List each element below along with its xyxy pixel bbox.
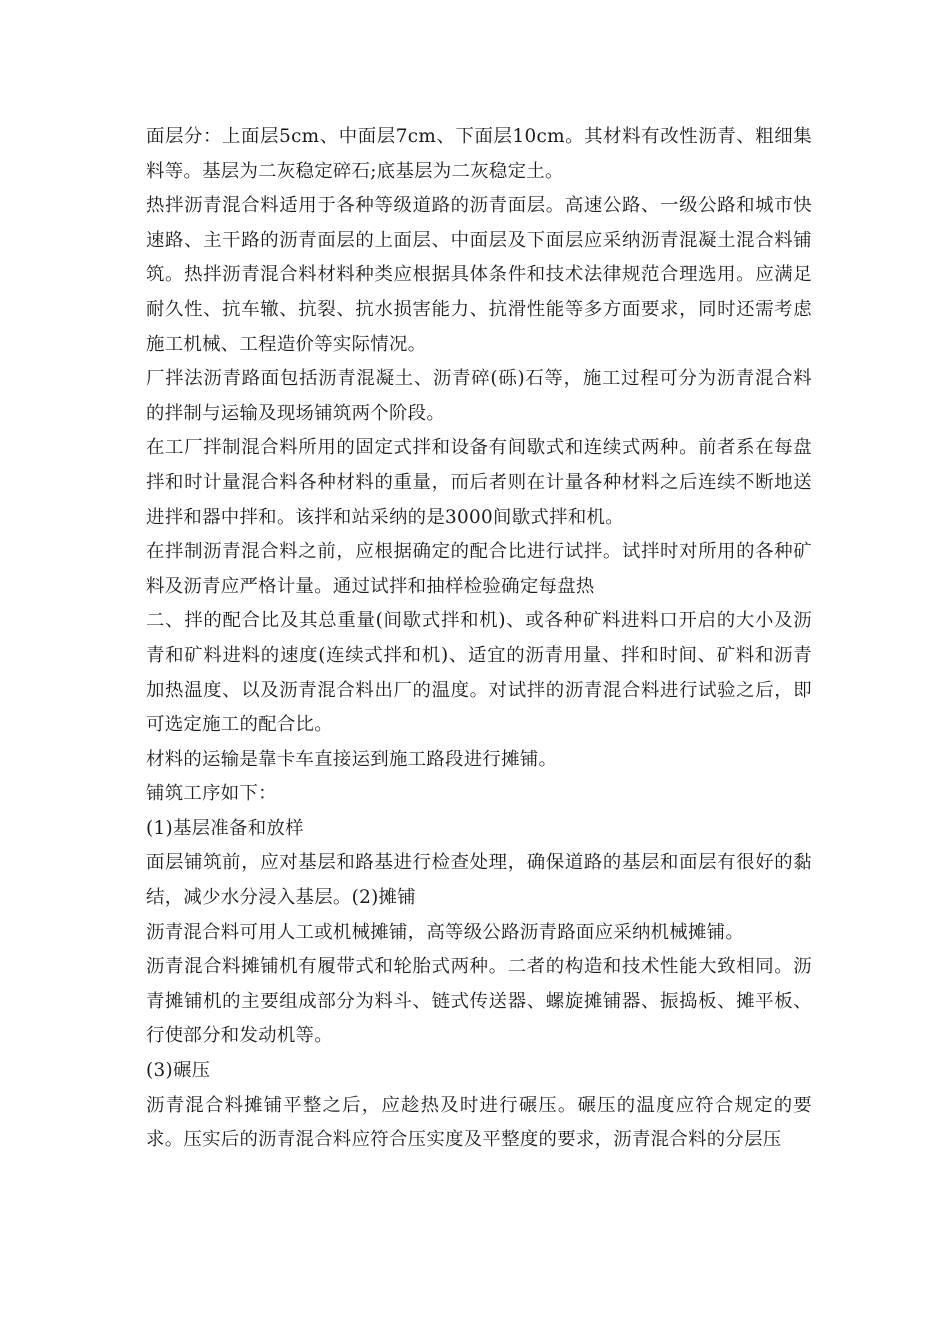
paragraph-surface-layers: 面层分：上面层5cm、中面层7cm、下面层10cm。其材料有改性沥青、粗细集料等。基层为二灰稳定碎石;底基层为二灰稳定土。	[146, 126, 812, 182]
paragraph-trial-mixing: 在拌制沥青混合料之前，应根据确定的配合比进行试拌。试拌时对所用的各种矿料及沥青应严格计量。通过试拌和抽样检验确定每盘热	[146, 541, 812, 597]
paragraph-paver-types: 沥青混合料摊铺机有履带式和轮胎式两种。二者的构造和技术性能大致相同。沥青摊铺机的主要组成部分为料斗、链式传送器、螺旋摊铺器、振捣板、摊平板、行使部分和发动机等。	[146, 956, 812, 1047]
paragraph-base-preparation: 面层铺筑前，应对基层和路基进行检查处理，确保道路的基层和面层有很好的黏结，减少水分浸入基层。(2)摊铺	[146, 852, 812, 909]
paragraph-mix-proportion: 二、拌的配合比及其总重量(间歇式拌和机)、或各种矿料进料口开启的大小及沥青和矿料进料的速度(连续式拌和机)、适宜的沥青用量、拌和时间、矿料和沥青加热温度、以及沥青混合料出厂的温度。对试拌的沥青混合料进行试验之后，即可选定施工的配合比。	[146, 610, 812, 736]
paragraph-mixing-equipment: 在工厂拌制混合料所用的固定式拌和设备有间歇式和连续式两种。前者系在每盘拌和时计量混合料各种材料的重量，而后者则在计量各种材料之后连续不断地送进拌和器中拌和。该拌和站采纳的是3000间歇式拌和机。	[146, 437, 812, 528]
paragraph-hot-mix-asphalt: 热拌沥青混合料适用于各种等级道路的沥青面层。高速公路、一级公路和城市快速路、主干路的沥青面层的上面层、中面层及下面层应采纳沥青混凝土混合料铺筑。热拌沥青混合料材料种类应根据具体条件和技术法律规范合理选用。应满足耐久性、抗车辙、抗裂、抗水损害能力、抗滑性能等多方面要求，同时还需考虑施工机械、工程造价等实际情况。	[146, 195, 812, 355]
paragraph-step-1-heading: (1)基层准备和放样	[146, 817, 304, 839]
paragraph-step-3-heading: (3)碾压	[146, 1060, 211, 1082]
paragraph-procedure-heading: 铺筑工序如下：	[146, 783, 277, 805]
document-body	[146, 120, 812, 1158]
paragraph-transport: 材料的运输是靠卡车直接运到施工路段进行摊铺。	[146, 748, 558, 770]
paragraph-paving-methods: 沥青混合料可用人工或机械摊铺，高等级公路沥青路面应采纳机械摊铺。	[146, 921, 745, 943]
paragraph-compaction: 沥青混合料摊铺平整之后，应趁热及时进行碾压。碾压的温度应符合规定的要求。压实后的沥青混合料应符合压实度及平整度的要求，沥青混合料的分层压	[146, 1094, 812, 1151]
paragraph-plant-mix-method: 厂拌法沥青路面包括沥青混凝土、沥青碎(砾)石等，施工过程可分为沥青混合料的拌制与运输及现场铺筑两个阶段。	[146, 368, 812, 424]
